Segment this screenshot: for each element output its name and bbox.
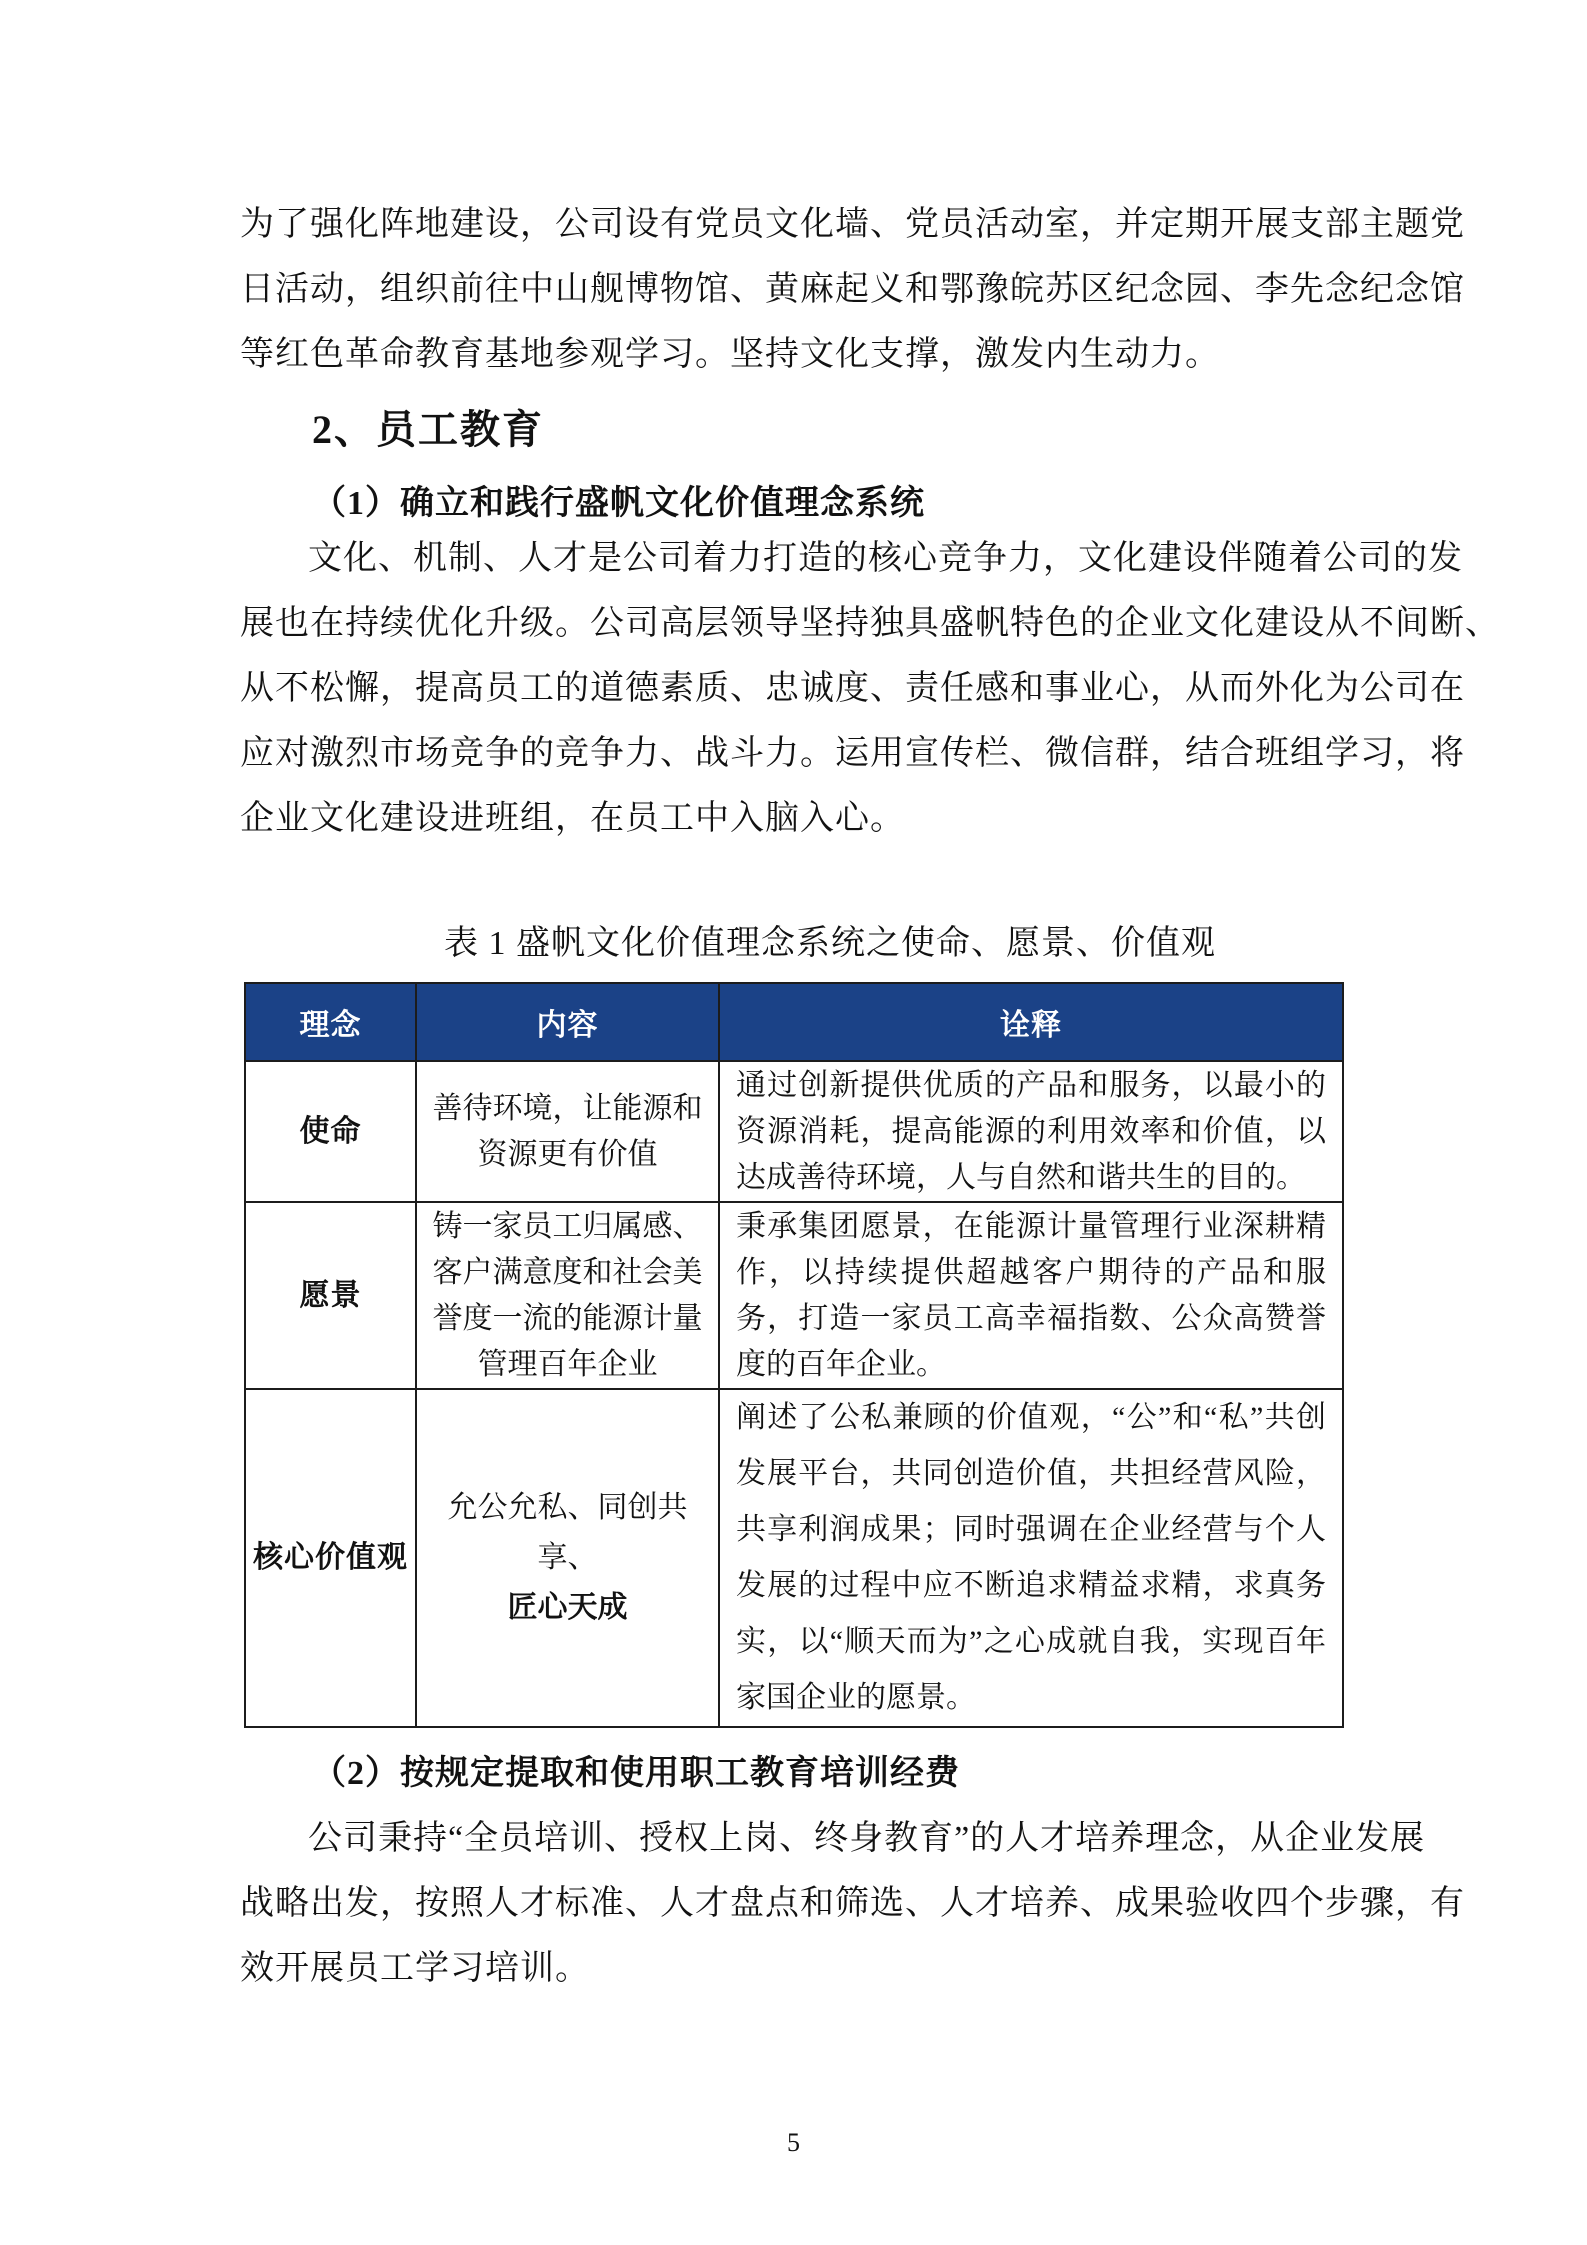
header-cell-concept: 理念 <box>245 983 416 1061</box>
paragraph-culture-building <box>240 526 1500 851</box>
header-cell-content: 内容 <box>416 983 719 1061</box>
paragraph-line: 应对激烈市场竞争的竞争力、战斗力。运用宣传栏、微信群，结合班组学习，将 <box>240 735 1465 772</box>
subheading-training-funds: （2）按规定提取和使用职工教育培训经费 <box>312 1755 960 1792</box>
content-line: 允公允私、同创共享、 <box>447 1491 688 1574</box>
paragraph-line: 为了强化阵地建设，公司设有党员文化墙、党员活动室，并定期开展支部主题党 <box>240 206 1465 243</box>
cell-content <box>416 1389 719 1727</box>
table-row-vision <box>245 1202 1343 1389</box>
content-line-bold: 匠心天成 <box>507 1591 628 1624</box>
cell-concept: 核心价值观 <box>245 1389 416 1727</box>
paragraph-party-building <box>240 0 1465 387</box>
paragraph-line: 战略出发，按照人才标准、人才盘点和筛选、人才培养、成果验收四个步骤，有 <box>240 1885 1465 1922</box>
paragraph-line: 效开展员工学习培训。 <box>240 1950 590 1987</box>
cell-content: 铸一家员工归属感、客户满意度和社会美誉度一流的能源计量管理百年企业 <box>416 1202 719 1389</box>
paragraph-line: 展也在持续优化升级。公司高层领导坚持独具盛帆特色的企业文化建设从不间断、 <box>240 605 1500 642</box>
cell-interpretation: 秉承集团愿景，在能源计量管理行业深耕精作，以持续提供超越客户期待的产品和服务，打造一家员工高幸福指数、公众高赞誉度的百年企业。 <box>719 1202 1343 1389</box>
paragraph-line: 公司秉持“全员培训、授权上岗、终身教育”的人才培养理念，从企业发展 <box>308 1820 1426 1857</box>
paragraph-line: 企业文化建设进班组，在员工中入脑入心。 <box>240 800 905 837</box>
paragraph-line: 日活动，组织前往中山舰博物馆、黄麻起义和鄂豫皖苏区纪念园、李先念纪念馆 <box>240 271 1465 308</box>
subheading-culture-value-system: （1）确立和践行盛帆文化价值理念系统 <box>312 485 925 522</box>
table-header-row <box>245 983 1343 1061</box>
table-row-core-values <box>245 1389 1343 1727</box>
table-row-mission <box>245 1061 1343 1202</box>
paragraph-line: 等红色革命教育基地参观学习。坚持文化支撑，激发内生动力。 <box>240 336 1220 373</box>
cell-concept: 使命 <box>245 1061 416 1202</box>
table-caption: 表 1 盛帆文化价值理念系统之使命、愿景、价值观 <box>444 925 1216 962</box>
section-heading-employee-education: 2、员工教育 <box>312 407 544 452</box>
paragraph-line: 从不松懈，提高员工的道德素质、忠诚度、责任感和事业心，从而外化为公司在 <box>240 670 1465 707</box>
cell-interpretation: 通过创新提供优质的产品和服务，以最小的资源消耗，提高能源的利用效率和价值，以达成善待环境，人与自然和谐共生的目的。 <box>719 1061 1343 1202</box>
cell-content: 善待环境，让能源和资源更有价值 <box>416 1061 719 1202</box>
header-cell-interpretation: 诠释 <box>719 983 1343 1061</box>
page-number: 5 <box>787 2128 800 2157</box>
values-table <box>244 982 1344 1728</box>
cell-concept: 愿景 <box>245 1202 416 1389</box>
paragraph-line: 文化、机制、人才是公司着力打造的核心竞争力，文化建设伴随着公司的发 <box>308 540 1463 577</box>
page-content <box>240 0 1500 2001</box>
paragraph-talent-training <box>240 1806 1465 2001</box>
cell-interpretation: 阐述了公私兼顾的价值观，“公”和“私”共创发展平台，共同创造价值，共担经营风险，共享利润成果；同时强调在企业经营与个人发展的过程中应不断追求精益求精，求真务实，以“顺天而为”之心成就自我，实现百年家国企业的愿景。 <box>719 1389 1343 1727</box>
